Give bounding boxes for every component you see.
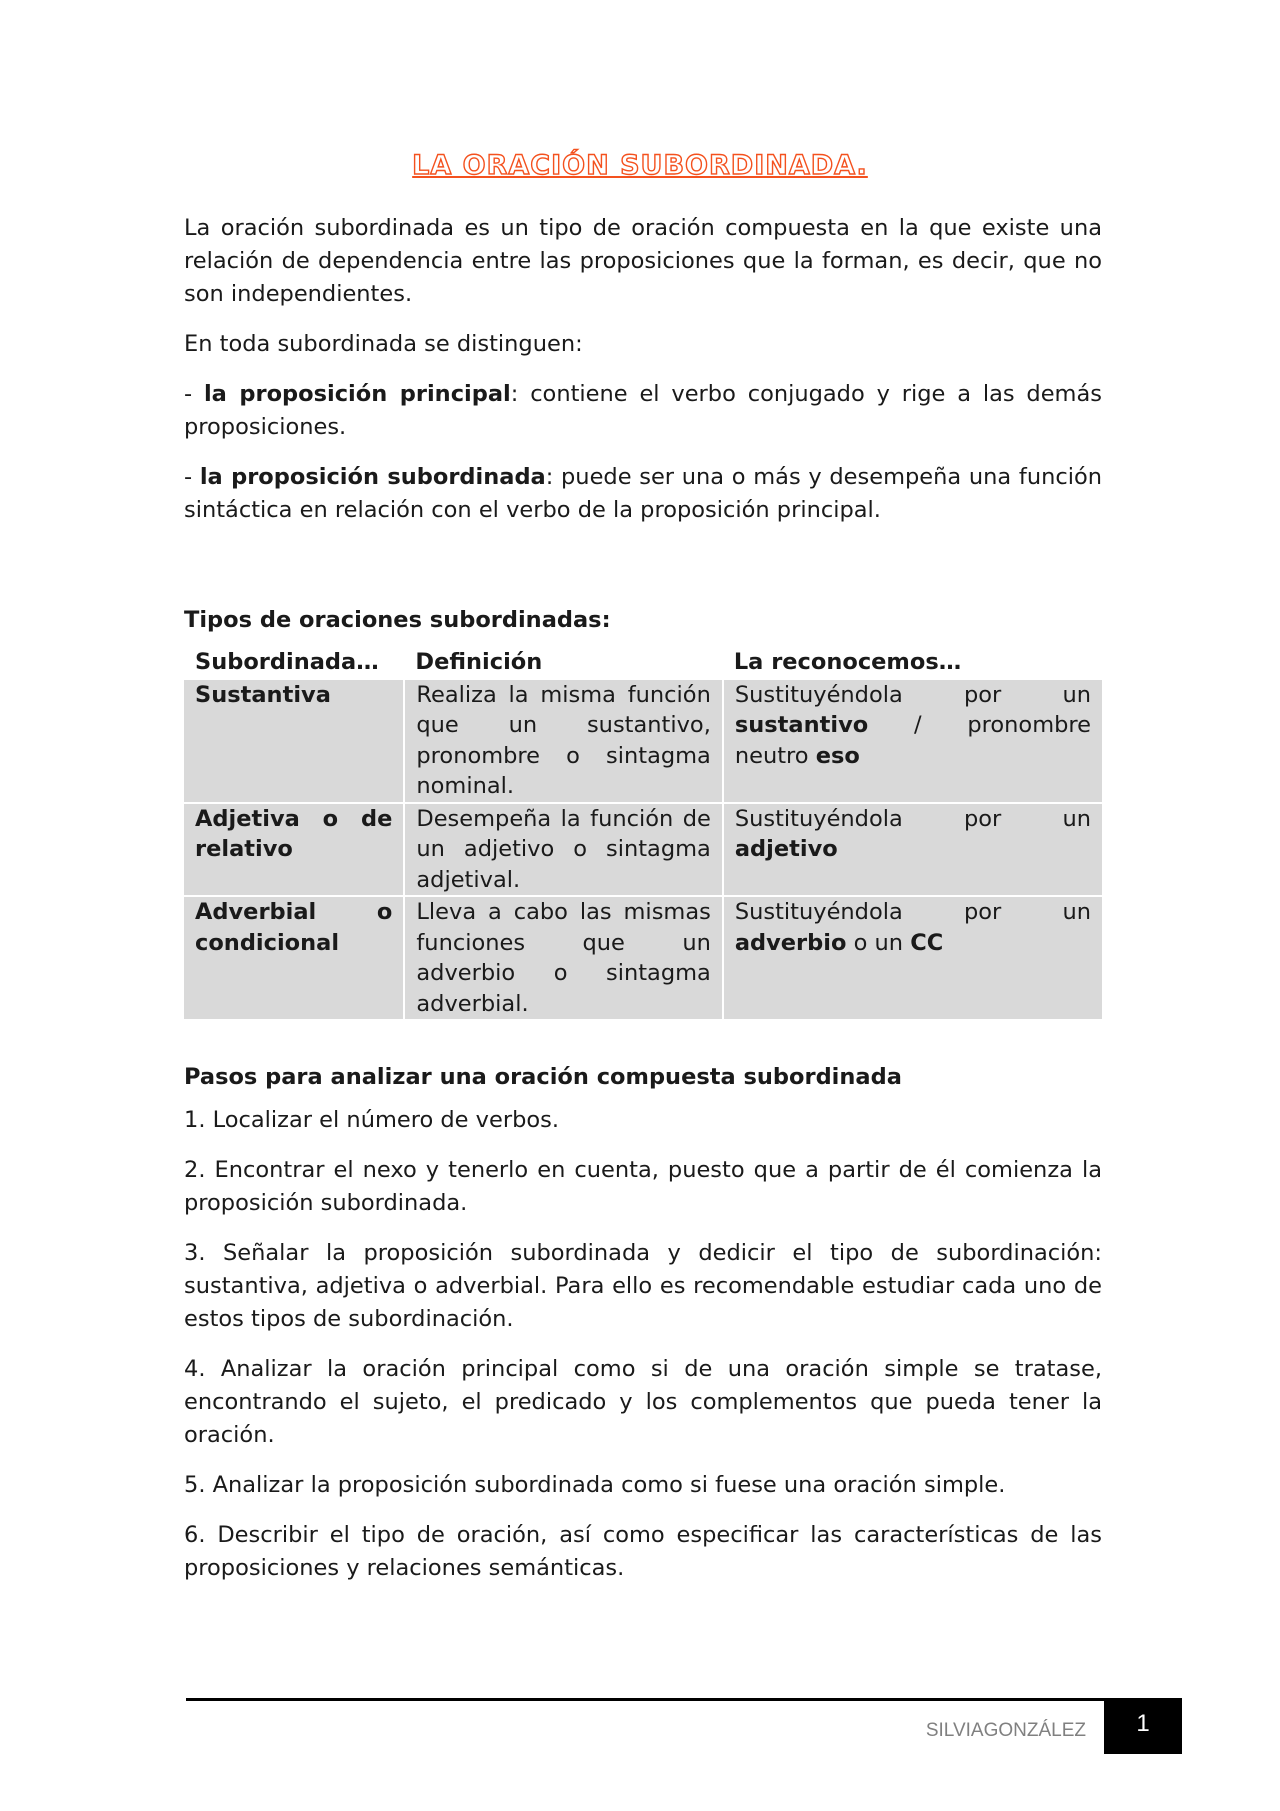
subordinate-definition [184,461,1102,527]
definition-cell: Desempeña la función de un adjetivo o sintagma adjetival. [404,803,722,897]
type-cell: Adverbial o condicional [184,896,404,1020]
recognize-keyword: CC [910,929,944,956]
recognize-text: o un [846,929,911,956]
principal-definition [184,378,1102,444]
step-item: 5. Analizar la proposición subordinada como si fuese una oración simple. [184,1472,1006,1498]
footer-divider [186,1698,1104,1701]
type-cell: Sustantiva [184,679,404,803]
distinction-paragraph: En toda subordinada se distinguen: [184,331,583,357]
step-item: 4. Analizar la oración principal como si de una oración simple se tratase, encontrando el sujeto, el predicado y los complementos que pueda tener la oración. [184,1356,1102,1448]
recognize-keyword: sustantivo [734,712,869,738]
recognize-keyword: eso [815,742,860,769]
table-row [184,896,1102,1020]
recognize-keyword: adjetivo [734,836,838,862]
document-body [184,212,1102,1602]
recognize-text: Sustituyéndola por un [734,805,1091,832]
types-table [184,647,1102,1021]
step-item: 6. Describir el tipo de oración, así como especificar las características de las proposiciones y relaciones semánticas. [184,1522,1102,1581]
step-item: 1. Localizar el número de verbos. [184,1107,559,1133]
subordinate-text: : puede ser una o más y desempeña una función sintáctica en relación con el verbo de la proposición principal. [184,464,1102,523]
footer-author: SILVIAGONZÁLEZ [925,1720,1086,1741]
step-item: 3. Señalar la proposición subordinada y dedicir el tipo de subordinación: sustantiva, adjetiva o adverbial. Para ello es recomendable estudiar cada uno de estos tipos de subordinación. [184,1240,1102,1332]
intro-paragraph: La oración subordinada es un tipo de oración compuesta en la que existe una relación de dependencia entre las proposiciones que la forman, es decir, que no son independientes. [184,215,1102,307]
column-header: Definición [404,647,722,679]
recognize-keyword: adverbio [734,929,847,956]
recognize-text: Sustituyéndola por un [734,681,1091,708]
column-header: Subordinada… [184,647,404,679]
page-title: LA ORACIÓN SUBORDINADA. [412,150,868,181]
steps-heading: Pasos para analizar una oración compuesta subordinada [184,1064,902,1090]
subordinate-term: la proposición subordinada [199,464,546,490]
step-item: 2. Encontrar el nexo y tenerlo en cuenta, puesto que a partir de él comienza la proposición subordinada. [184,1157,1102,1216]
principal-term: la proposición principal [203,381,511,407]
recognize-cell [723,679,1102,803]
types-heading: Tipos de oraciones subordinadas: [184,607,611,633]
definition-cell: Realiza la misma función que un sustantivo, pronombre o sintagma nominal. [404,679,722,803]
item-prefix: - [184,464,200,490]
recognize-cell [723,896,1102,1020]
recognize-text: Sustituyéndola por un [734,899,1091,925]
type-cell: Adjetiva o de relativo [184,803,404,897]
table-header-row [184,647,1102,679]
column-header: La reconocemos… [723,647,1102,679]
item-prefix: - [184,381,204,407]
table-row [184,679,1102,803]
recognize-cell [723,803,1102,897]
table-row [184,803,1102,897]
definition-cell: Lleva a cabo las mismas funciones que un adverbio o sintagma adverbial. [404,896,722,1020]
recognize-text: / pronombre neutro [734,712,1091,769]
page-number: 1 [1104,1698,1182,1754]
principal-text: : contiene el verbo conjugado y rige a las demás proposiciones. [184,381,1102,440]
spacer [184,544,1102,604]
